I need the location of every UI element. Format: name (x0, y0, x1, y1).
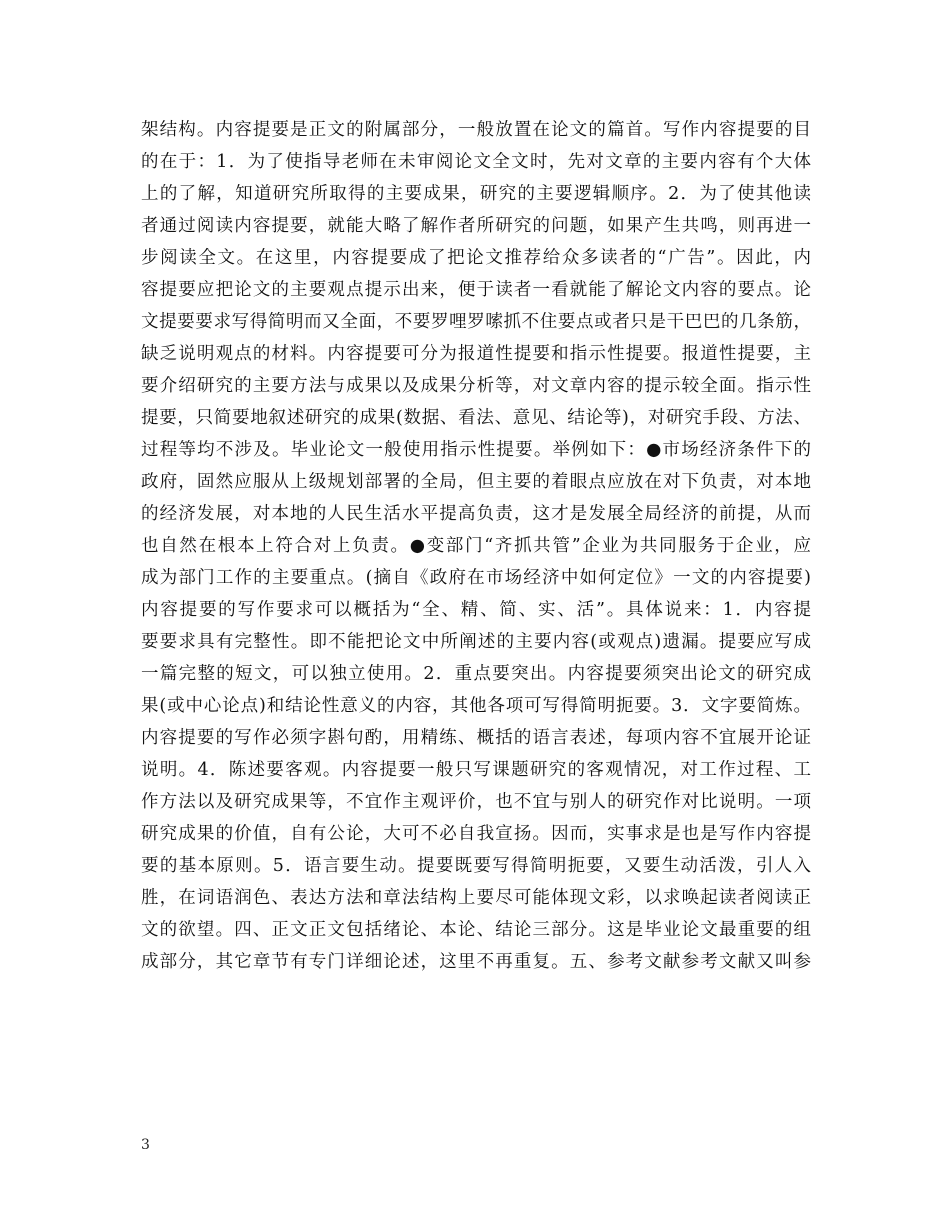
text-line: 果(或中心论点)和结论性意义的内容，其他各项可写得简明扼要。3．文字要简炼。 (141, 696, 811, 716)
text-line: 架结构。内容提要是正文的附属部分，一般放置在论文的篇首。写作内容提要的目 (141, 120, 811, 140)
text-line: 提要，只简要地叙述研究的成果(数据、看法、意见、结论等)，对研究手段、方法、 (141, 408, 811, 428)
text-line: 内容提要的写作要求可以概括为“全、精、简、实、活”。具体说来：1．内容提 (141, 600, 811, 620)
text-line: 内容提要的写作必须字斟句酌，用精练、概括的语言表述，每项内容不宜展开论证 (141, 728, 811, 748)
text-line: 胜，在词语润色、表达方法和章法结构上要尽可能体现文彩，以求唤起读者阅读正 (141, 888, 811, 908)
text-line: 成为部门工作的主要重点。(摘自《政府在市场经济中如何定位》一文的内容提要) (141, 568, 811, 588)
text-line: 要要求具有完整性。即不能把论文中所阐述的主要内容(或观点)遗漏。提要应写成 (141, 632, 811, 652)
text-line: 作方法以及研究成果等，不宜作主观评价，也不宜与别人的研究作对比说明。一项 (141, 792, 811, 812)
text-line: 研究成果的价值，自有公论，大可不必自我宣扬。因而，实事求是也是写作内容提 (141, 824, 811, 844)
text-line: 步阅读全文。在这里，内容提要成了把论文推荐给众多读者的“广告”。因此，内 (141, 248, 811, 268)
page-number: 3 (141, 1137, 150, 1153)
text-line: 过程等均不涉及。毕业论文一般使用指示性提要。举例如下：●市场经济条件下的 (141, 440, 811, 460)
text-line: 要的基本原则。5．语言要生动。提要既要写得简明扼要，又要生动活泼，引人入 (141, 856, 811, 876)
text-line: 的经济发展，对本地的人民生活水平提高负责，这才是发展全局经济的前提，从而 (141, 504, 811, 524)
text-line: 政府，固然应服从上级规划部署的全局，但主要的着眼点应放在对下负责，对本地 (141, 472, 811, 492)
body-text (141, 114, 811, 978)
text-line: 文提要要求写得简明而又全面，不要罗哩罗嗦抓不住要点或者只是干巴巴的几条筋， (141, 312, 811, 332)
text-line: 一篇完整的短文，可以独立使用。2．重点要突出。内容提要须突出论文的研究成 (141, 664, 811, 684)
text-line: 上的了解，知道研究所取得的主要成果，研究的主要逻辑顺序。2．为了使其他读 (141, 184, 811, 204)
text-line: 说明。4．陈述要客观。内容提要一般只写课题研究的客观情况，对工作过程、工 (141, 760, 811, 780)
text-line: 容提要应把论文的主要观点提示出来，便于读者一看就能了解论文内容的要点。论 (141, 280, 811, 300)
text-line: 缺乏说明观点的材料。内容提要可分为报道性提要和指示性提要。报道性提要，主 (141, 344, 811, 364)
text-line: 要介绍研究的主要方法与成果以及成果分析等，对文章内容的提示较全面。指示性 (141, 376, 811, 396)
text-line: 成部分，其它章节有专门详细论述，这里不再重复。五、参考文献参考文献又叫参 (141, 952, 811, 972)
text-line: 文的欲望。四、正文正文包括绪论、本论、结论三部分。这是毕业论文最重要的组 (141, 920, 811, 940)
text-line: 也自然在根本上符合对上负责。●变部门“齐抓共管”企业为共同服务于企业，应 (141, 536, 811, 556)
text-line: 者通过阅读内容提要，就能大略了解作者所研究的问题，如果产生共鸣，则再进一 (141, 216, 811, 236)
text-line: 的在于：1．为了使指导老师在未审阅论文全文时，先对文章的主要内容有个大体 (141, 152, 811, 172)
